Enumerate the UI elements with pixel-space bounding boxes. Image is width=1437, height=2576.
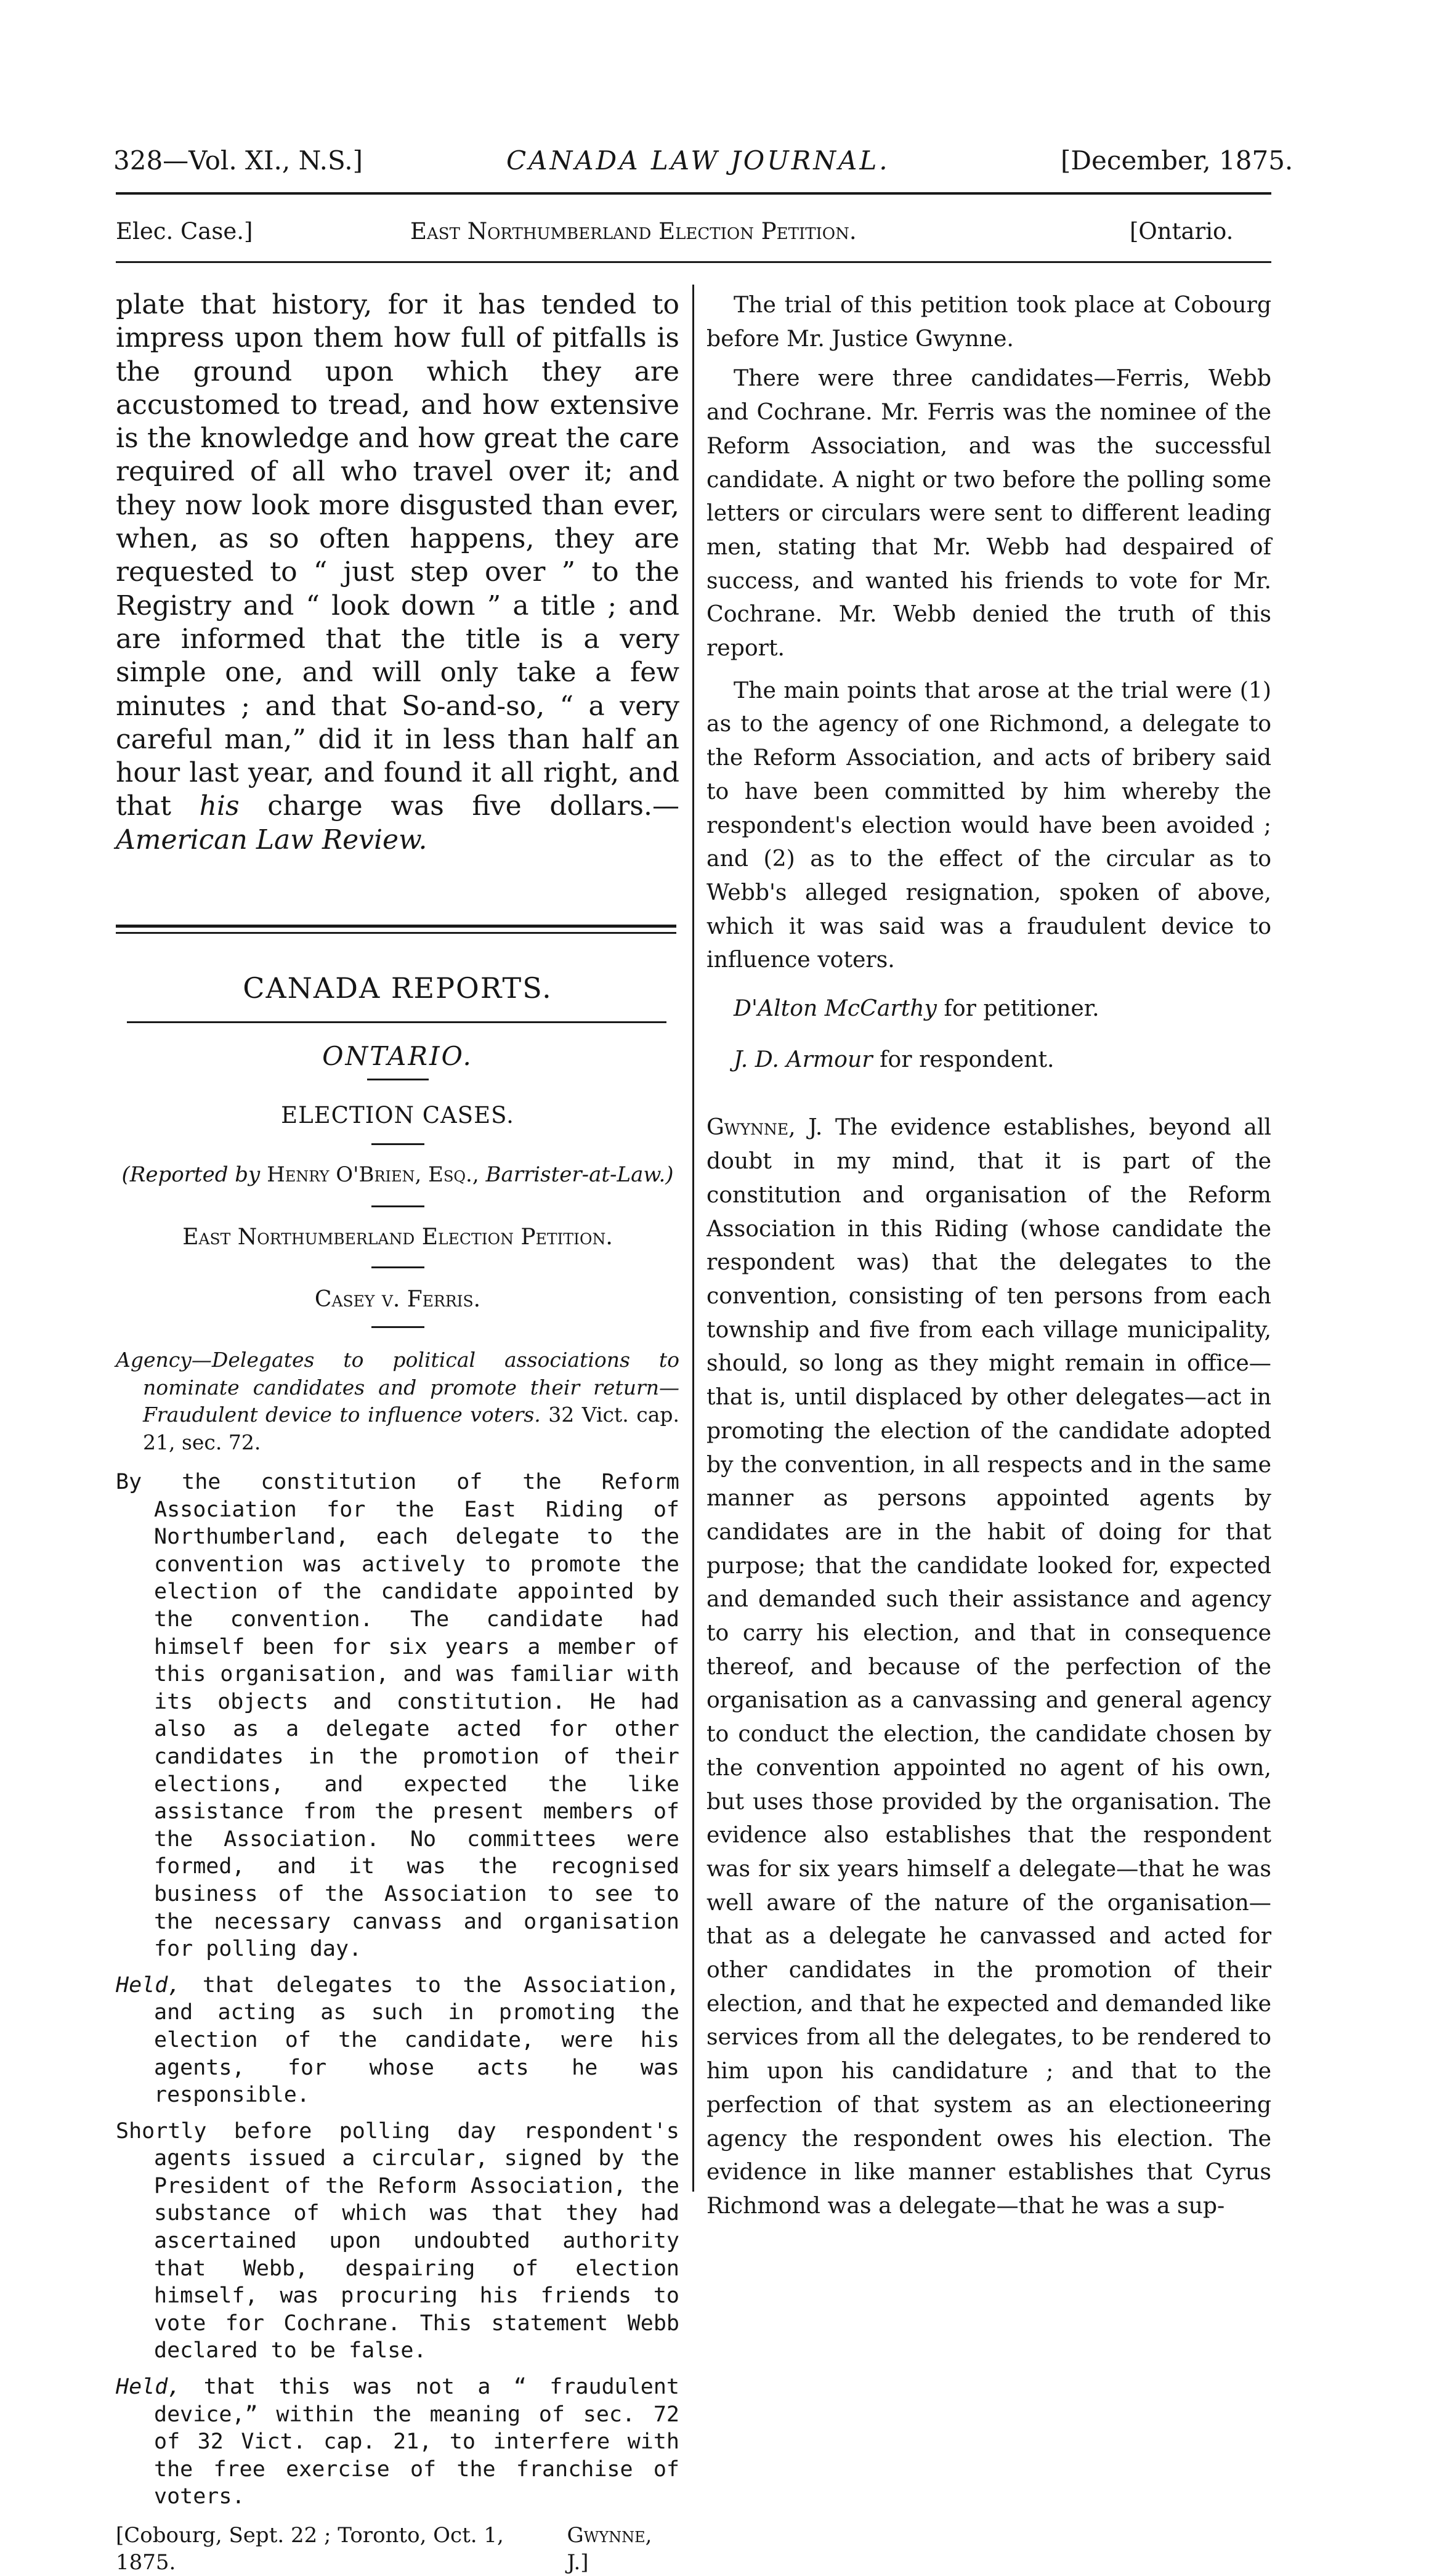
- reporter-title: Barrister-at-Law.): [485, 1162, 674, 1188]
- subheader-case-type: Elec. Case.]: [116, 218, 253, 245]
- subheader-case-title: East Northumberland Election Petition.: [410, 218, 857, 245]
- intro-text: plate that history, for it has tended to impress upon them how full of pitfalls is the ground upon which they are accustomed to tread, and how extensive is the knowledge and how great the care required of all who travel over it; and they now look more disgusted than ever, when, as so often happens, they are requested to “ just step over ” to the Registry and “ look down ” a title ; and are informed that the title is a very simple one, and will only take a few minutes ; and that So-and-so, “ a very careful man,” did it in less than half an hour last year, and found it all right, and that: [116, 289, 679, 822]
- reporter-prefix: (Reported by: [121, 1162, 261, 1188]
- petitioner-counsel: [706, 992, 1271, 1026]
- header-rule: [116, 192, 1271, 195]
- petitioner-counsel-role: for petitioner.: [944, 995, 1099, 1022]
- headnote-held-agents: [116, 1972, 679, 2109]
- headnote-held-device: [116, 2373, 679, 2511]
- headnote-constitution: By the constitution of the Reform Association for the East Riding of Northumberland, each delegate to the convention was actively to promote the election of the candidate appointed by the convention. The candidate had himself been for six years a member of this organisation, and was familiar with its objects and constitution. He had also as a delegate acted for other candidates in the promotion of their elections, and expected the like assistance from the present members of the Association. No committees were formed, and it was the recognised business of the Association to see to the necessary canvass and organisation for polling day.: [116, 1470, 679, 1962]
- running-header-date: [December, 1875.: [1061, 145, 1293, 176]
- running-header-volume: 328—Vol. XI., N.S.]: [113, 145, 363, 176]
- petitioner-counsel-name: D'Alton McCarthy: [734, 995, 937, 1022]
- citation-dates: [Cobourg, Sept. 22 ; Toronto, Oct. 1, 1875.: [116, 2523, 504, 2575]
- section-title-rule: [127, 1021, 666, 1023]
- held-label-second: Held,: [116, 2375, 181, 2400]
- candidates-paragraph: There were three candidates—Ferris, Webb and Cochrane. Mr. Ferris was the nominee of the Reform Association, and was the successful candidate. A night or two before the polling some letters or circulars were sent to different leading men, stating that Mr. Webb had despaired of success, and wanted his friends to vote for Mr. Cochrane. Mr. Webb denied the truth of this report.: [706, 365, 1271, 662]
- running-header-journal: CANADA LAW JOURNAL.: [506, 145, 890, 176]
- petition-heading: East Northumberland Election Petition.: [182, 1225, 613, 1250]
- judgment-text: The evidence establishes, beyond all doubt in my mind, that it is part of the constitution and organisation of the Reform Association in this Riding (whose candidate the respondent was) that the delegates to the convention, consisting of ten persons from each township and five from each village municipality, should, so long as they might remain in office—that is, until displaced by other delegates—act in promoting the election of the candidate adopted by the convention, in all respects and in the same manner as persons appointed agents by candidates are in the habit of doing for that purpose; that the candidate looked for, expected and demanded such their assistance and agency to carry his election, and that in consequence thereof, and because of the perfection of the organisation as a canvassing and general agency to conduct the election, the candidate chosen by the convention appointed no agent of his own, but uses those provided by the organisation. The evidence also establishes that the respondent was for six years himself a delegate—that he was well aware of the nature of the organisation—that as a delegate he canvassed and acted for other candidates in the promotion of their election, and that he expected and demanded like services from all the delegates, to be rendered to him upon his candidature ; and that to the perfection of that system as an electioneering agency the respondent owes his election. The evidence in like manner establishes that Cyrus Richmond was a delegate—that he was a sup-: [706, 1114, 1271, 2219]
- intro-source: American Law Review.: [116, 824, 427, 856]
- section-title: CANADA REPORTS.: [243, 971, 553, 1005]
- respondent-counsel-name: J. D. Armour: [734, 1045, 873, 1072]
- citation-judge: Gwynne, J.]: [567, 2523, 652, 2575]
- respondent-counsel-role: for respondent.: [880, 1045, 1054, 1072]
- held-agents-text: that delegates to the Association, and acting as such in promoting the election of the candidate, were his agents, for whose acts he was responsible.: [154, 1972, 679, 2108]
- intro-text-end: charge was five dollars.—: [267, 790, 679, 822]
- held-device-text: that this was not a “ fraudulent device,” within the meaning of sec. 72 of 32 Vict. cap. 21, to interfere with the free exercise of the franchise of voters.: [154, 2375, 680, 2509]
- keywords-text: Agency—Delegates to political associations to nominate candidates and promote their return—Fraudulent device to influence voters.: [116, 1348, 679, 1427]
- respondent-counsel: [706, 1043, 1271, 1077]
- left-column: [116, 288, 679, 2576]
- section-double-rule-top: [116, 925, 676, 928]
- intro-emphasis: his: [199, 790, 240, 822]
- statute-reference: 32 Vict. cap. 21, sec. 72.: [143, 1403, 679, 1454]
- section-double-rule-bottom: [116, 932, 676, 934]
- headnote-circular: Shortly before polling day respondent's agents issued a circular, signed by the President of the Reform Association, the substance of which was that they had ascertained upon undoubted authority that Webb, despairing of election himself, was procuring his friends to vote for Cochrane. This statement Webb declared to be false.: [116, 2118, 679, 2363]
- judge-name: Gwynne, J.: [706, 1114, 823, 1141]
- main-points-paragraph: The main points that arose at the trial were (1) as to the agency of one Richmond, a delegate to the Reform Association, and acts of bribery said to have been committed by him whereby the respondent's election would have been avoided ; and (2) as to the effect of the circular as to Webb's alleged resignation, spoken of above, which it was said was a fraudulent device to influence voters.: [706, 676, 1271, 973]
- held-label: Held,: [116, 1972, 181, 1998]
- trial-paragraph: The trial of this petition took place at Cobourg before Mr. Justice Gwynne.: [706, 291, 1271, 352]
- citation-line: [116, 2522, 679, 2576]
- cases-heading: ELECTION CASES.: [281, 1102, 514, 1129]
- judgment-paragraph: [706, 1111, 1271, 2222]
- case-name: Casey v. Ferris.: [314, 1287, 481, 1313]
- intro-paragraph: [116, 288, 679, 857]
- keywords-paragraph: [116, 1347, 679, 1456]
- subheader-province: [Ontario.: [1130, 218, 1234, 245]
- right-column: [706, 288, 1271, 2223]
- subheader-rule: [116, 261, 1271, 263]
- reporter-line: [116, 1161, 679, 1188]
- province-heading: ONTARIO.: [322, 1041, 473, 1072]
- column-divider: [692, 285, 694, 2192]
- reporter-name: Henry O'Brien, Esq.,: [267, 1162, 479, 1188]
